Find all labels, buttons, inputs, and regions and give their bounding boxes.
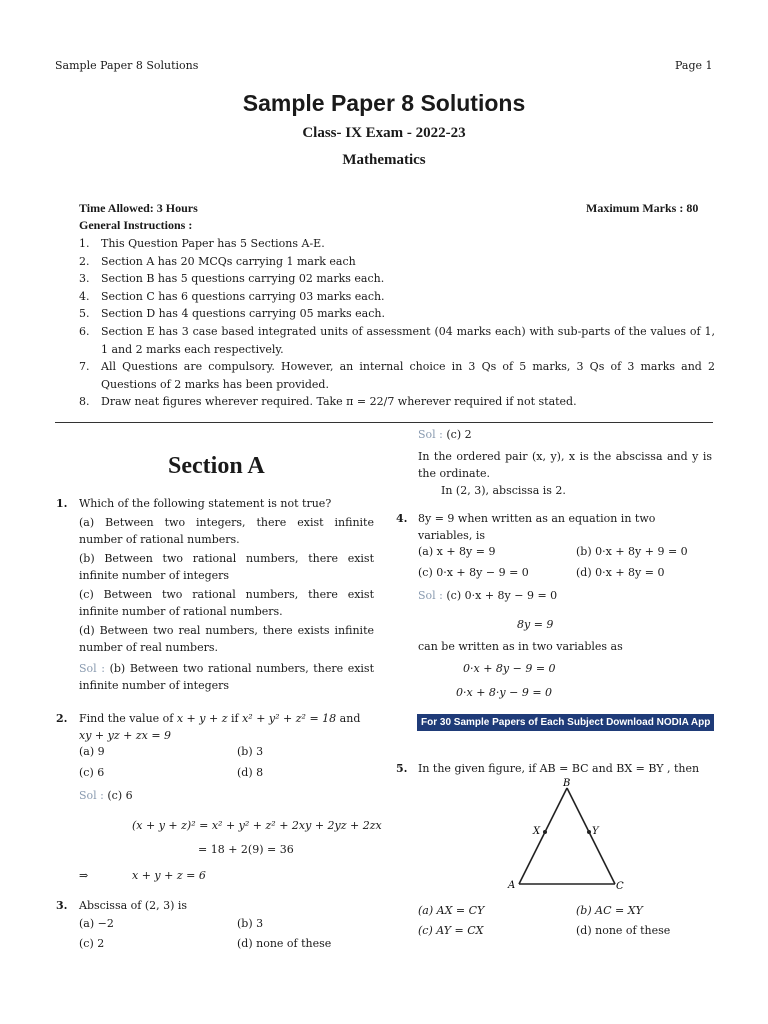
question-number: 2. (56, 712, 68, 725)
instruction-item: 5. Section D has 4 questions carrying 05 marks each. (79, 307, 385, 321)
option-b: (b) AC = XY (576, 904, 643, 917)
option-c: (c) Between two rational numbers, there exist infinite number of rational numbers. (79, 588, 374, 618)
promo-banner[interactable]: For 30 Sample Papers of Each Subject Download NODIA App (417, 714, 714, 731)
maximum-marks: Maximum Marks : 80 (586, 201, 699, 215)
solution: Sol : (b) Between two rational numbers, there exist infinite number of integers (79, 662, 374, 692)
option-a: (a) −2 (79, 917, 114, 930)
point-x (543, 830, 547, 834)
class-line: Class- IX Exam - 2022-23 (302, 125, 466, 141)
question-number: 1. (56, 497, 68, 510)
instructions-list (79, 235, 715, 411)
side-ab (519, 788, 567, 884)
instruction-item: 6. Section E has 3 case based integrated units of assessment (04 marks each) with sub-parts of the values of 1, 1 and 2 marks each respectively. (79, 324, 715, 356)
explanation: In (2, 3), abscissa is 2. (441, 484, 566, 497)
option-d: (d) none of these (576, 924, 671, 937)
side-bc (567, 788, 615, 884)
explanation: can be written as in two variables as (418, 640, 623, 653)
option-a: (a) Between two integers, there exist infinite number of rational numbers. (79, 516, 374, 546)
question-text: Find the value of x + y + z if x² + y² + z² = 18 and xy + yz + zx = 9 (79, 712, 361, 742)
question-text: 8y = 9 when written as an equation in two variables, is (418, 512, 656, 542)
running-header-left: Sample Paper 8 Solutions (55, 59, 199, 72)
option-c: (c) 0·x + 8y − 9 = 0 (418, 566, 529, 579)
option-d: (d) 0·x + 8y = 0 (576, 566, 665, 579)
option-c: (c) AY = CX (418, 924, 484, 937)
triangle-figure (505, 776, 635, 894)
label-b: B (563, 778, 571, 789)
question-text: In the given figure, if AB = BC and BX = BY , then (418, 762, 700, 775)
explanation: In the ordered pair (x, y), x is the abscissa and y is the ordinate. (418, 450, 712, 480)
option-b: (b) 0·x + 8y + 9 = 0 (576, 545, 688, 558)
instruction-item: 2. Section A has 20 MCQs carrying 1 mark each (79, 254, 356, 268)
instruction-item: 8. Draw neat figures wherever required. Take π = 22/7 wherever required if not stated. (79, 395, 577, 409)
instruction-item: 1. This Question Paper has 5 Sections A-E. (79, 237, 325, 250)
solution: Sol : (c) 2 (418, 428, 472, 441)
subject-title: Mathematics (342, 152, 426, 168)
question-number: 3. (56, 899, 68, 912)
option-a: (a) x + 8y = 9 (418, 545, 496, 558)
option-d: (d) none of these (237, 937, 332, 950)
question-number: 4. (396, 512, 408, 525)
label-a: A (508, 880, 516, 891)
label-y: Y (592, 826, 599, 837)
option-a: (a) 9 (79, 745, 105, 758)
option-b: (b) 3 (237, 917, 264, 930)
general-instructions-heading: General Instructions : (79, 218, 193, 232)
option-b: (b) Between two rational numbers, there exist infinite number of integers (79, 552, 374, 582)
label-x: X (533, 826, 541, 837)
solution: Sol : (c) 0·x + 8y − 9 = 0 (418, 589, 558, 602)
question-text: Which of the following statement is not true? (79, 497, 332, 510)
equation: 0·x + 8·y − 9 = 0 (456, 686, 553, 699)
option-a: (a) AX = CY (418, 904, 485, 917)
equation: = 18 + 2(9) = 36 (198, 843, 294, 856)
instruction-item: 7. All Questions are compulsory. However, an internal choice in 3 Qs of 5 marks, 3 Qs of 3 marks and 2 Questions of 2 marks has been provided. (79, 360, 715, 391)
implies-arrow: ⇒ (79, 869, 89, 882)
section-divider (55, 422, 713, 423)
option-b: (b) 3 (237, 745, 264, 758)
page-title: Sample Paper 8 Solutions (242, 90, 526, 116)
label-c: C (616, 881, 624, 892)
instruction-item: 3. Section B has 5 questions carrying 02 marks each. (79, 272, 385, 286)
option-d: (d) Between two real numbers, there exists infinite number of real numbers. (79, 624, 374, 654)
section-a-heading: Section A (168, 453, 265, 479)
time-allowed: Time Allowed: 3 Hours (79, 201, 198, 215)
equation: x + y + z = 6 (132, 869, 206, 882)
solution: Sol : (c) 6 (79, 789, 133, 802)
option-c: (c) 2 (79, 937, 105, 950)
running-header-page: Page 1 (675, 59, 713, 72)
instruction-item: 4. Section C has 6 questions carrying 03 marks each. (79, 289, 385, 303)
option-d: (d) 8 (237, 766, 264, 779)
option-c: (c) 6 (79, 766, 105, 779)
equation: 8y = 9 (517, 618, 554, 631)
question-text: Abscissa of (2, 3) is (79, 899, 188, 912)
equation: (x + y + z)² = x² + y² + z² + 2xy + 2yz + 2zx (132, 819, 382, 832)
question-number: 5. (396, 762, 408, 775)
equation: 0·x + 8y − 9 = 0 (463, 662, 556, 675)
point-y (587, 830, 591, 834)
